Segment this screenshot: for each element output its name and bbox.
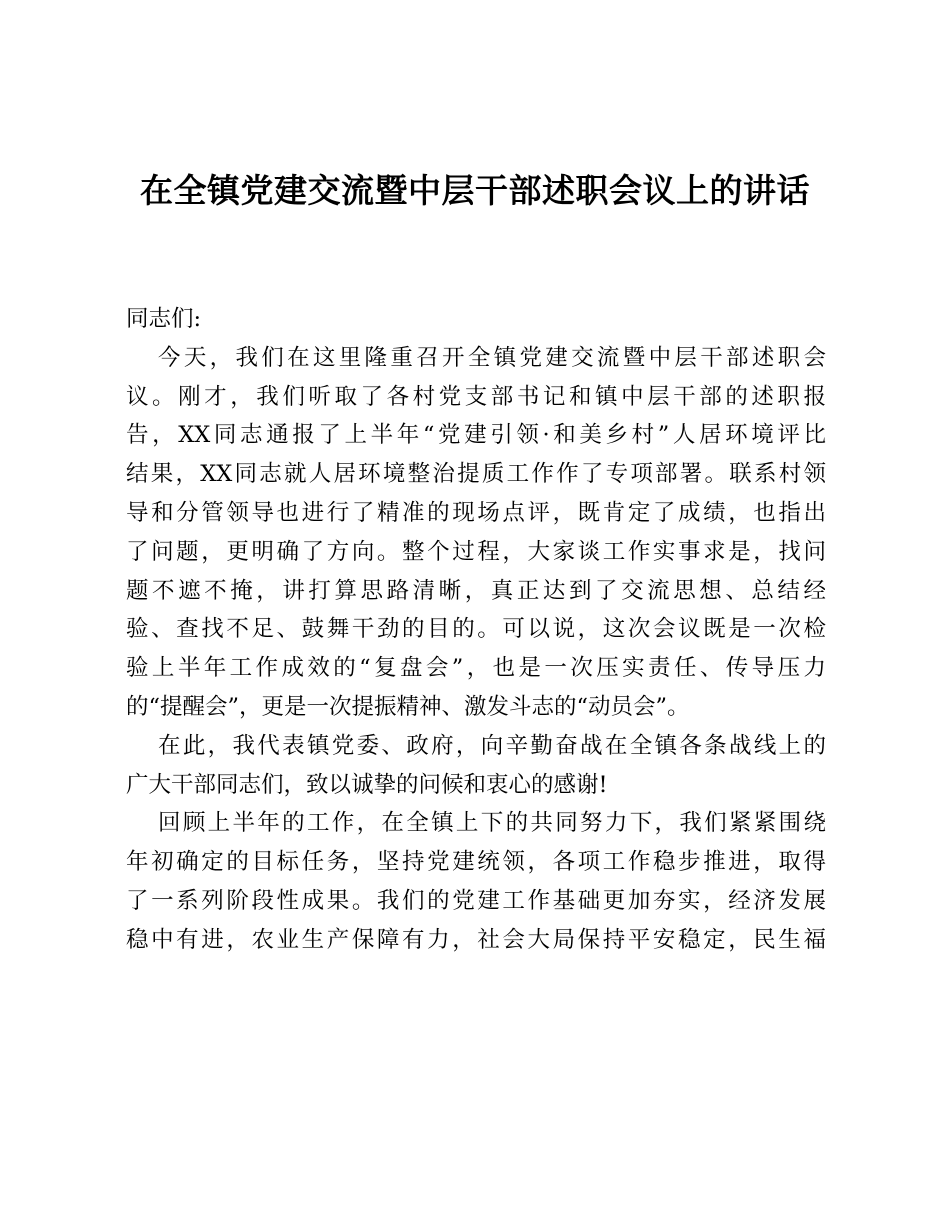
document-body bbox=[126, 300, 826, 960]
paragraph-1-line: 了问题，更明确了方向。整个过程，大家谈工作实事求是，找问 bbox=[126, 538, 826, 565]
paragraph-1-line: 验、查找不足、鼓舞干劲的目的。可以说，这次会议既是一次检 bbox=[126, 616, 826, 643]
paragraph-1-line: 结果，XX同志就人居环境整治提质工作作了专项部署。联系村领 bbox=[126, 461, 826, 488]
paragraph-1-line: 验上半年工作成效的“复盘会”，也是一次压实责任、传导压力 bbox=[126, 655, 826, 682]
paragraph-1-line: 议。刚才，我们听取了各村党支部书记和镇中层干部的述职报 bbox=[126, 383, 826, 410]
paragraph-3-line: 了一系列阶段性成果。我们的党建工作基础更加夯实，经济发展 bbox=[126, 887, 826, 914]
salutation: 同志们: bbox=[126, 306, 202, 332]
paragraph-1-line: 题不遮不掩，讲打算思路清晰，真正达到了交流思想、总结经 bbox=[126, 577, 826, 604]
paragraph-2-line: 广大干部同志们，致以诚挚的问候和衷心的感谢! bbox=[126, 771, 608, 798]
document-title: 在全镇党建交流暨中层干部述职会议上的讲话 bbox=[140, 171, 810, 210]
paragraph-3-line: 回顾上半年的工作，在全镇上下的共同努力下，我们紧紧围绕 bbox=[158, 810, 826, 837]
paragraph-3-line: 稳中有进，农业生产保障有力，社会大局保持平安稳定，民生福 bbox=[126, 926, 826, 953]
paragraph-2-line: 在此，我代表镇党委、政府，向辛勤奋战在全镇各条战线上的 bbox=[158, 732, 826, 759]
paragraph-1-line: 告，XX同志通报了上半年“党建引领·和美乡村”人居环境评比 bbox=[126, 422, 826, 449]
paragraph-1-line: 今天，我们在这里隆重召开全镇党建交流暨中层干部述职会 bbox=[158, 344, 826, 371]
paragraph-3-line: 年初确定的目标任务，坚持党建统领，各项工作稳步推进，取得 bbox=[126, 849, 826, 876]
paragraph-1-line: 的“提醒会”，更是一次提振精神、激发斗志的“动员会”。 bbox=[126, 693, 690, 720]
paragraph-1-line: 导和分管领导也进行了精准的现场点评，既肯定了成绩，也指出 bbox=[126, 499, 826, 526]
